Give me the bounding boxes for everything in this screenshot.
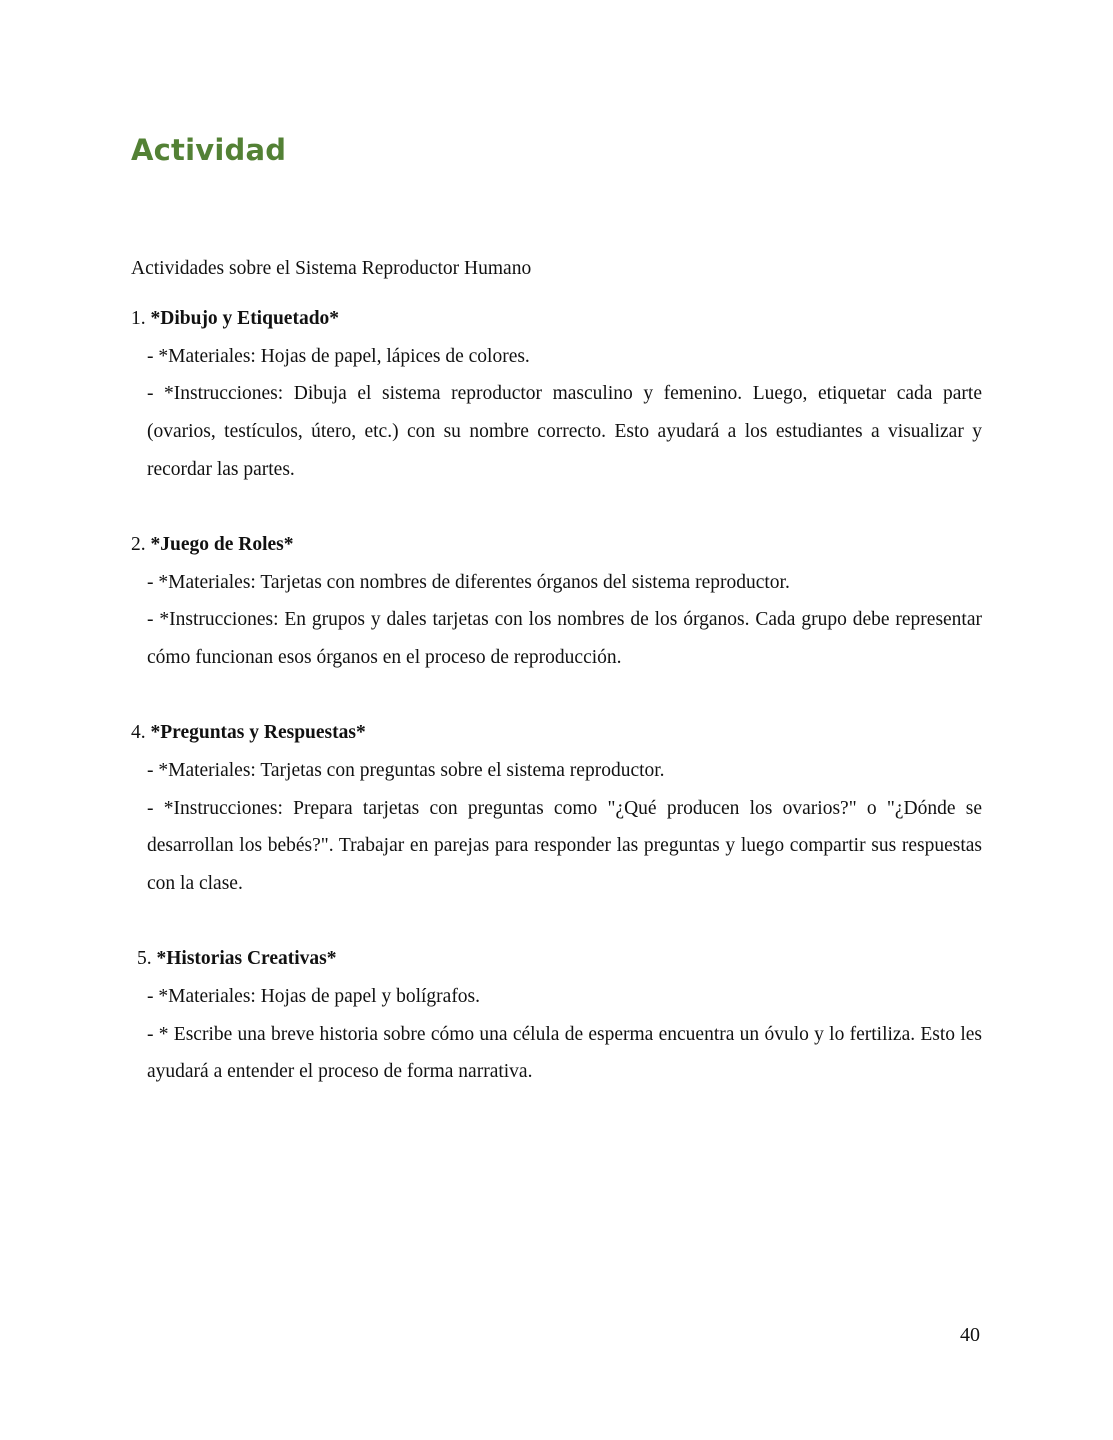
section-heading (131, 940, 982, 978)
section-title: *Juego de Roles* (150, 533, 294, 555)
page-number: 40 (960, 1324, 980, 1346)
intro-text: Actividades sobre el Sistema Reproductor Humano (131, 258, 532, 279)
materials-line: - *Materiales: Tarjetas con nombres de diferentes órganos del sistema reproductor. (147, 571, 790, 593)
activity-section (131, 526, 982, 677)
section-number: 1. (131, 307, 146, 329)
activity-section (131, 714, 982, 903)
instructions-line: - *Instrucciones: Prepara tarjetas con preguntas como "¿Qué producen los ovarios?" o "¿Dónde se desarrollan los bebés?". Trabajar en parejas para responder las preguntas y luego compartir sus respuestas con la clase. (147, 797, 982, 895)
section-title: *Dibujo y Etiquetado* (150, 307, 340, 329)
instructions-line: - * Escribe una breve historia sobre cómo una célula de esperma encuentra un óvulo y lo fertiliza. Esto les ayudará a entender el proceso de forma narrativa. (147, 1023, 982, 1083)
page-title: Actividad (131, 133, 287, 167)
section-heading (131, 300, 982, 338)
section-title: *Preguntas y Respuestas* (150, 721, 366, 743)
materials-line: - *Materiales: Hojas de papel y bolígrafos. (147, 985, 481, 1007)
document-body (131, 250, 982, 1128)
section-number: 2. (131, 533, 146, 555)
section-heading (131, 714, 982, 752)
section-title: *Historias Creativas* (156, 947, 337, 969)
section-number: 5. (137, 947, 152, 969)
section-heading (131, 526, 982, 564)
instructions-line: - *Instrucciones: En grupos y dales tarjetas con los nombres de los órganos. Cada grupo debe representar cómo funcionan esos órganos en el proceso de reproducción. (147, 609, 982, 669)
section-number: 4. (131, 721, 146, 743)
instructions-line: - *Instrucciones: Dibuja el sistema reproductor masculino y femenino. Luego, etiquetar cada parte (ovarios, testículos, útero, etc.) con su nombre correcto. Esto ayudará a los estudiantes a visualizar y recordar las partes. (147, 383, 982, 480)
activity-section (131, 300, 982, 489)
materials-line: - *Materiales: Hojas de papel, lápices de colores. (147, 345, 530, 367)
materials-line: - *Materiales: Tarjetas con preguntas sobre el sistema reproductor. (147, 759, 665, 781)
activity-section (131, 940, 982, 1091)
